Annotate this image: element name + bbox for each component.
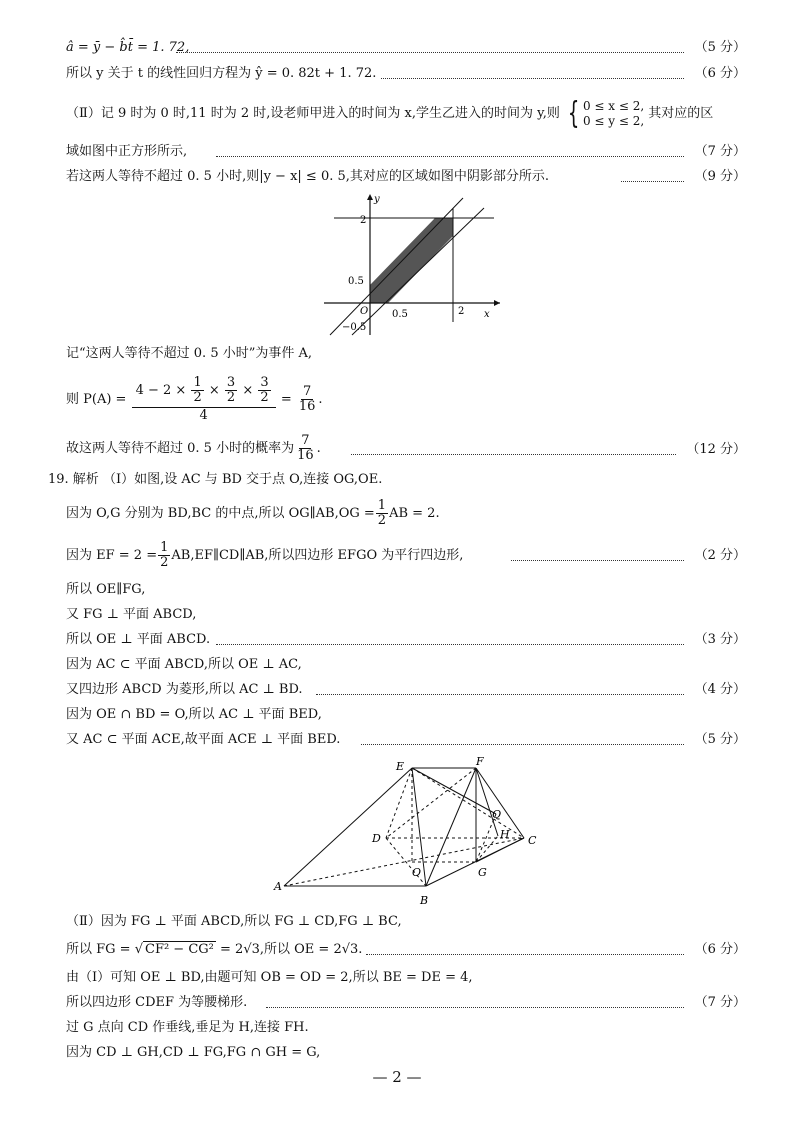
q19-line-3: 因为 EF = 2 = $\frac{1}{2}$ AB,EF∥CD∥AB,所以四边形 EFGO 为平行四边形, （2 分） — [66, 540, 746, 570]
dot-leader — [351, 434, 676, 455]
dot-leader — [361, 724, 684, 745]
dot-leader — [511, 540, 684, 561]
dot-leader — [316, 674, 684, 695]
q19-line-11: （Ⅱ）因为 FG ⊥ 平面 ABCD,所以 FG ⊥ CD,FG ⊥ BC, — [66, 914, 402, 929]
dot-leader — [176, 32, 684, 53]
q19-line-15: 过 G 点向 CD 作垂线,垂足为 H,连接 FH. — [66, 1020, 309, 1035]
inequality-system: { 0 ≤ x ≤ 2, 0 ≤ y ≤ 2, — [567, 95, 645, 131]
dot-leader — [366, 934, 684, 955]
solid-label-F: F — [476, 755, 484, 768]
x-axis-arrow — [494, 300, 500, 306]
conclusion-text: 故这两人等待不超过 0. 5 小时的概率为 — [66, 441, 295, 456]
dot-leader — [266, 987, 684, 1008]
page-number: — 2 — — [372, 1068, 422, 1086]
graph-label-x: x — [484, 309, 490, 320]
score-4: （4 分） — [694, 682, 746, 697]
shaded-band — [370, 218, 453, 303]
inequality-x: 0 ≤ x ≤ 2, — [582, 98, 645, 113]
q19-line-10: 又 AC ⊂ 平面 ACE,故平面 ACE ⊥ 平面 BED. （5 分） — [66, 730, 746, 750]
solid-label-H: H — [500, 828, 510, 841]
score-3: （3 分） — [694, 632, 746, 647]
part-ii-intro: （Ⅱ）记 9 时为 0 时,11 时为 2 时,设老师甲进入的时间为 x,学生乙进入的时间为 y,则 — [66, 106, 560, 121]
score-6: （6 分） — [694, 66, 746, 81]
score-7b: （7 分） — [694, 995, 746, 1010]
q19-line-12: 所以 FG = √ CF² − CG² = 2√3,所以 OE = 2√3. （6 分） — [66, 940, 746, 960]
graph-label-yn05: −0.5 — [342, 322, 367, 333]
sqrt-radicand: CF² − CG² — [145, 942, 214, 957]
solid-label-C: C — [528, 834, 537, 847]
event-a-text: 记“这两人等待不超过 0. 5 小时”为事件 A, — [66, 346, 313, 361]
dot-leader — [381, 58, 684, 79]
line-probability-formula: 则 P(A) = 4 − 2 × $\frac{1}{2}$ × $\frac{3}{2}$ × $\frac{3}{2}$ 4 = $\frac{7}{16}$ . — [66, 374, 323, 423]
q19-line-8: 又四边形 ABCD 为菱形,所以 AC ⊥ BD. （4 分） — [66, 680, 746, 700]
q19-line-7: 因为 AC ⊂ 平面 ABCD,所以 OE ⊥ AC, — [66, 657, 302, 672]
region-graph — [318, 190, 508, 338]
edge-AE — [284, 768, 412, 886]
score-6b: （6 分） — [694, 942, 746, 957]
score-7: （7 分） — [694, 144, 746, 159]
q19-line-5: 又 FG ⊥ 平面 ABCD, — [66, 607, 197, 622]
solid-label-E: E — [396, 760, 405, 773]
solid-figure — [270, 752, 550, 912]
graph-label-x2: 2 — [458, 306, 465, 317]
solid-label-D: D — [372, 832, 381, 845]
line-square-region — [66, 142, 746, 162]
graph-label-y2: 2 — [360, 215, 367, 226]
score-12: （12 分） — [686, 442, 746, 457]
q19-line-6: 所以 OE ⊥ 平面 ABCD. （3 分） — [66, 630, 746, 650]
score-5b: （5 分） — [694, 732, 746, 747]
q19-line-16: 因为 CD ⊥ GH,CD ⊥ FG,FG ∩ GH = G, — [66, 1045, 321, 1060]
graph-label-x05: 0.5 — [392, 309, 408, 320]
regression-equation: 所以 y 关于 t 的线性回归方程为 ŷ = 0. 82t + 1. 72. — [66, 66, 377, 81]
inequality-y: 0 ≤ y ≤ 2, — [582, 113, 645, 128]
dot-leader — [216, 136, 684, 157]
line-part-ii — [66, 95, 746, 131]
edge-FH — [476, 768, 498, 836]
q19-line-9: 因为 OE ∩ BD = O,所以 AC ⊥ 平面 BED, — [66, 707, 322, 722]
q19-heading — [48, 470, 746, 490]
graph-label-y05: 0.5 — [348, 276, 364, 287]
edge-GC — [476, 838, 524, 862]
q19-line-2: 因为 O,G 分别为 BD,BC 的中点,所以 OG∥AB,OG = $\frac{1}{2}$ AB = 2. — [66, 498, 440, 528]
y-axis-arrow — [367, 194, 373, 200]
dot-leader — [216, 624, 684, 645]
solid-label-Q: Q — [492, 808, 502, 821]
pa-prefix: 则 P(A) = — [66, 392, 127, 407]
square-region-text: 域如图中正方形所示, — [66, 144, 188, 159]
line-a-hat — [66, 38, 746, 58]
line-conclusion: 故这两人等待不超过 0. 5 小时的概率为 $\frac{7}{16}$ . （12 分） — [66, 433, 746, 463]
hidden-GH — [476, 836, 498, 862]
line-event-a — [66, 344, 746, 364]
conclusion-fraction: $\frac{7}{16}$ — [297, 433, 314, 463]
q19-heading-text: 19. 解析 （Ⅰ）如图,设 AC 与 BD 交于点 O,连接 OG,OE. — [48, 472, 383, 487]
equation-a-hat: â = ȳ − b̂t̄ = 1. 72, — [66, 40, 190, 55]
graph-label-origin: O — [360, 306, 369, 317]
q19-line-4: 所以 OE∥FG, — [66, 582, 146, 597]
pa-fraction: 4 − 2 × $\frac{1}{2}$ × $\frac{3}{2}$ × $\frac{3}{2}$ 4 — [132, 376, 276, 424]
graph-label-y: y — [374, 194, 380, 205]
edge-FB — [426, 768, 476, 886]
dot-leader — [621, 161, 684, 182]
score-2: （2 分） — [694, 548, 746, 563]
shaded-region-text: 若这两人等待不超过 0. 5 小时,则|y − x| ≤ 0. 5,其对应的区域如图中阴影部分所示. — [66, 169, 550, 184]
solid-label-A: A — [274, 880, 282, 893]
solid-label-G: G — [478, 866, 487, 879]
pa-result: $\frac{7}{16}$ — [298, 384, 316, 414]
line-shaded-region — [66, 167, 746, 187]
score-5: （5 分） — [694, 40, 746, 55]
q19-line-14: 所以四边形 CDEF 为等腰梯形. （7 分） — [66, 993, 746, 1013]
hidden-AC — [284, 838, 524, 886]
q19-line-13: 由（Ⅰ）可知 OE ⊥ BD,由题可知 OB = OD = 2,所以 BE = DE = 4, — [66, 970, 473, 985]
part-ii-cont: 其对应的区 — [648, 106, 714, 121]
line-regression — [66, 64, 746, 84]
solid-label-O: O — [412, 866, 422, 879]
score-9: （9 分） — [694, 169, 746, 184]
solid-label-B: B — [420, 894, 429, 907]
